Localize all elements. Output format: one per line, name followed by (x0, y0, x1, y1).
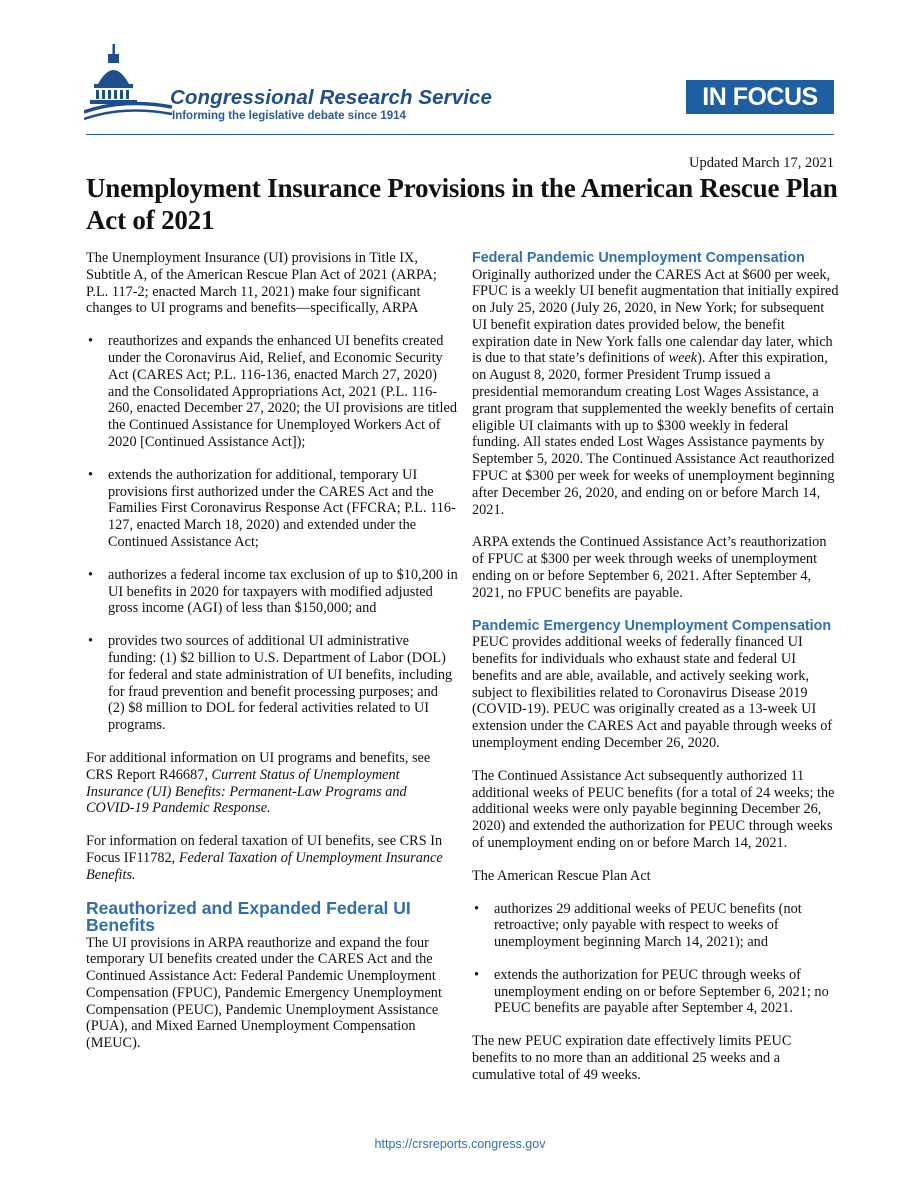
section-heading-reauthorized: Reauthorized and Expanded Federal UI Benefits (86, 897, 411, 935)
list-item (472, 901, 840, 951)
org-tagline: Informing the legislative debate since 1914 (172, 110, 406, 122)
peuc-list (472, 901, 840, 1018)
list-item-text: authorizes 29 additional weeks of PEUC benefits (not retroactive; only payable with respect to weeks of unemployment beginning March 14, 2021); and (494, 900, 802, 951)
list-item-text: authorizes a federal income tax exclusion of up to $10,200 in UI benefits in 2020 for taxpayers with modified adjusted gross income (AGI) of less than $150,000; and (108, 566, 458, 617)
peuc-paragraph-3: The American Rescue Plan Act (472, 867, 651, 884)
peuc-paragraph-2: The Continued Assistance Act subsequently authorized 11 additional weeks of PEUC benefits (for a total of 24 weeks; the additional weeks were only payable beginning December 26, 2020) and extended the authorization for PEUC through weeks of unemployment ending on or before March 14, 2021. (472, 767, 835, 851)
list-item (86, 567, 458, 617)
bullet-icon: • (474, 900, 480, 917)
updated-date: Updated March 17, 2021 (689, 155, 834, 171)
list-item (86, 633, 458, 734)
header-rule (86, 134, 834, 135)
list-item-text: provides two sources of additional UI administrative funding: (1) $2 billion to U.S. Department of Labor (DOL) for federal and state administration of UI benefits, including for fraud prevention and benefit processing purposes; and (2) $8 million to DOL for federal activities related to UI programs. (108, 633, 453, 734)
list-item (86, 333, 458, 451)
right-column (472, 250, 840, 1100)
fpuc-paragraph-1 (472, 267, 840, 519)
infocus-title: Federal Taxation of Unemployment Insurance Benefits. (86, 849, 443, 883)
bullet-icon: • (88, 566, 94, 583)
in-focus-badge: IN FOCUS (686, 80, 834, 114)
bullet-icon: • (88, 333, 94, 350)
bullet-icon: • (88, 466, 94, 483)
fpuc-paragraph-2: ARPA extends the Continued Assistance Act’s reauthorization of FPUC at $300 per week through weeks of unemployment ending on or before September 6, 2021. After September 4, 2021, no FPUC benefits are payable. (472, 534, 827, 601)
more-info-infocus-text: For information on federal taxation of UI benefits, see CRS In Focus IF11782, (86, 833, 443, 866)
document-title: Unemployment Insurance Provisions in the American Rescue Plan Act of 2021 (86, 173, 838, 235)
more-info-infocus (86, 833, 458, 883)
report-title: Current Status of Unemployment Insurance (UI) Benefits: Permanent-Law Programs and COVID-19 Pandemic Response. (86, 766, 407, 817)
fpuc-heading: Federal Pandemic Unemployment Compensation (472, 250, 805, 266)
bullet-icon: • (474, 966, 480, 983)
more-info-report (86, 750, 458, 817)
list-item (86, 467, 458, 551)
peuc-paragraph-1: PEUC provides additional weeks of federally financed UI benefits for individuals who exhaust state and federal UI benefits and are able, available, and actively seeking work, subject to flexibilities related to Coronavirus Disease 2019 (COVID-19). PEUC was originally created as a 13-week UI extension under the CARES Act and payable through weeks of unemployment ending December 26, 2020. (472, 634, 833, 751)
fpuc-text-a: Originally authorized under the CARES Act at $600 per week, FPUC is a weekly UI benefit augmentation that initially expired on July 25, 2020 (July 26, 2020, in New York; for subsequent UI benefit expiration dates provided below, the benefit expiration date in New York falls one calendar day later, which is due to that state’s definitions of (472, 266, 839, 367)
arpa-changes-list (86, 333, 458, 734)
list-item-text: extends the authorization for additional, temporary UI provisions first authorized under the CARES Act and the Families First Coronavirus Response Act (FFCRA; P.L. 116-127, enacted March 18, 2020) and extended under the Continued Assistance Act; (108, 466, 456, 550)
section-paragraph: The UI provisions in ARPA reauthorize and expand the four temporary UI benefits created under the CARES Act and the Continued Assistance Act: Federal Pandemic Unemployment Compensation (FPUC), Pandemic Emergency Unemployment Compensation (PEUC), Pandemic Unemployment Assistance (PUA), and Mixed Earned Unemployment Compensation (MEUC). (86, 934, 442, 1052)
intro-paragraph: The Unemployment Insurance (UI) provisions in Title IX, Subtitle A, of the American Rescue Plan Act of 2021 (ARPA; P.L. 117-2; enacted March 11, 2021) make four significant changes to UI programs and benefits—specifically, ARPA (86, 250, 437, 317)
list-item (472, 967, 840, 1017)
peuc-heading: Pandemic Emergency Unemployment Compensation (472, 617, 832, 634)
peuc-paragraph-4: The new PEUC expiration date effectively limits PEUC benefits to no more than an additional 25 weeks and a cumulative total of 49 weeks. (472, 1033, 792, 1083)
list-item-text: reauthorizes and expands the enhanced UI benefits created under the Coronavirus Aid, Relief, and Economic Security Act (CARES Act; P.L. 116-136, enacted March 27, 2020) and the Consolidated Appropriations Act, 2021 (P.L. 116-260, enacted December 27, 2020; the UI provisions are titled the Continued Assistance for Unemployed Workers Act of 2020 [Continued Assistance Act]); (108, 333, 457, 450)
footer-url-link[interactable]: https://crsreports.congress.gov (374, 1137, 546, 1151)
list-item-text: extends the authorization for PEUC through weeks of unemployment ending on or before September 6, 2021; no PEUC benefits are payable after September 4, 2021. (494, 966, 829, 1017)
fpuc-week-term: week (668, 350, 698, 367)
bullet-icon: • (88, 633, 94, 650)
left-column (86, 250, 458, 1068)
capitol-dome-icon (84, 44, 174, 126)
fpuc-text-b: ). After this expiration, on August 8, 2020, former President Trump issued a presidential memorandum creating Lost Wages Assistance, a grant program that supplemented the weekly benefits of certain eligible UI claimants with up to $300 weekly in federal funding. All states ended Lost Wages Assistance payments by September 5, 2020. The Continued Assistance Act reauthorized FPUC at $300 per week for weeks of unemployment beginning after December 26, 2020, and ending on or before March 14, 2021. (472, 350, 835, 518)
org-name: Congressional Research Service (170, 86, 493, 109)
more-info-report-text: For additional information on UI programs and benefits, see CRS Report R46687, (86, 749, 431, 783)
document-header (0, 0, 920, 140)
